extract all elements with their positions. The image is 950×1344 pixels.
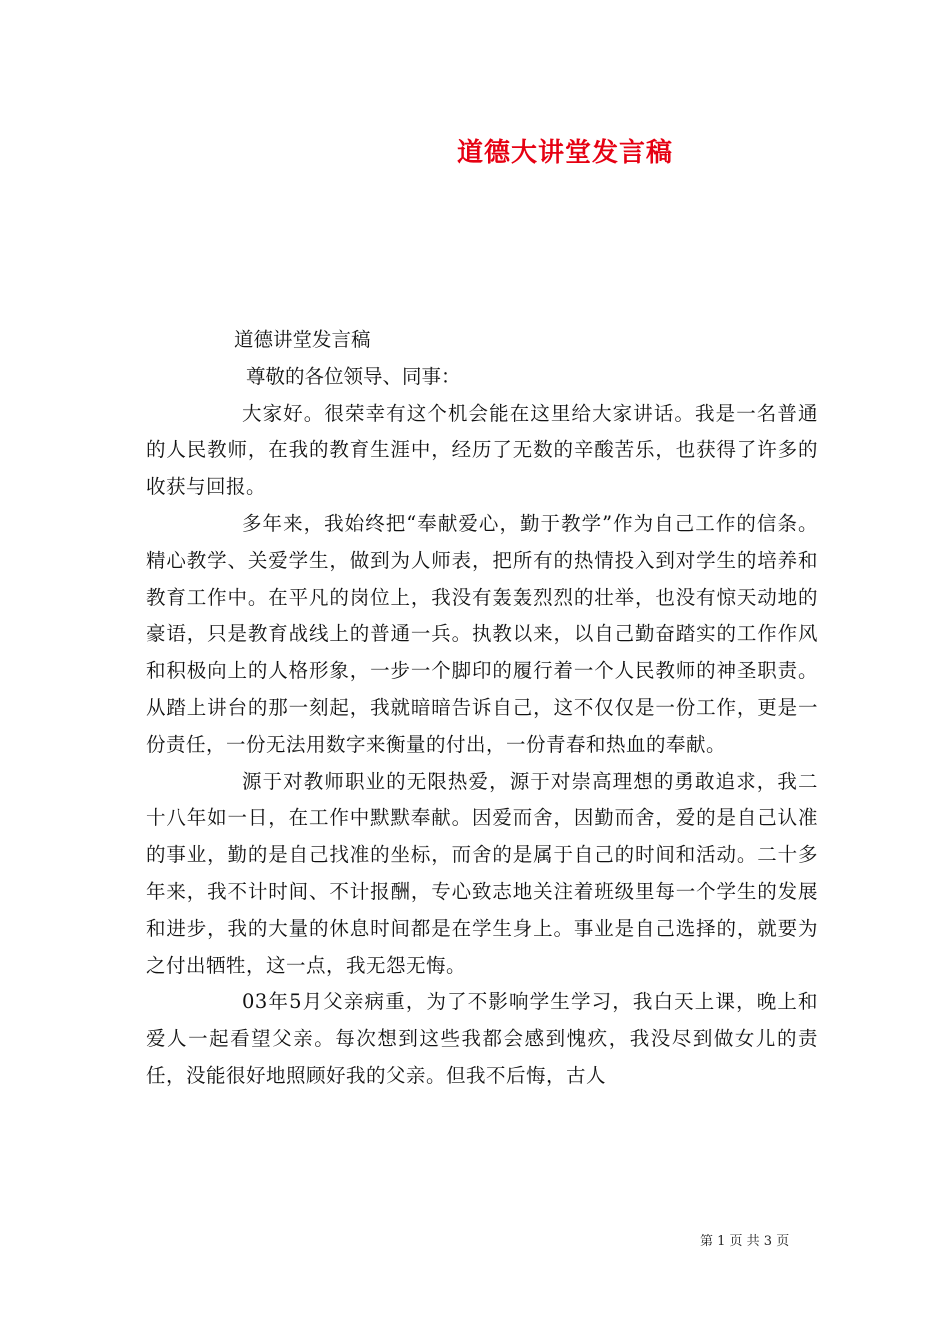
page-footer: 第 1 页 共 3 页 [700,1234,790,1249]
document-body [146,322,818,1095]
salutation: 尊敬的各位领导、同事： [246,364,461,388]
paragraph-2: 多年来，我始终把“奉献爱心，勤于教学”作为自己工作的信条。精心教学、关爱学生，做到为人师表，把所有的热情投入到对学生的培养和教育工作中。在平凡的岗位上，我没有轰轰烈烈的壮举，也没有惊天动地的豪语，只是教育战线上的普通一兵。执教以来，以自己勤奋踏实的工作作风和积极向上的人格形象，一步一个脚印的履行着一个人民教师的神圣职责。从踏上讲台的那一刻起，我就暗暗告诉自己，这不仅仅是一份工作，更是一份责任，一份无法用数字来衡量的付出，一份青春和热血的奉献。 [146,511,818,756]
document-title: 道德大讲堂发言稿 [456,138,673,168]
document-subtitle: 道德讲堂发言稿 [234,328,371,351]
paragraph-3: 源于对教师职业的无限热爱，源于对崇高理想的勇敢追求，我二十八年如一日，在工作中默默奉献。因爱而舍，因勤而舍，爱的是自己认准的事业，勤的是自己找准的坐标，而舍的是属于自己的时间和活动。二十多年来，我不计时间、不计报酬，专心致志地关注着班级里每一个学生的发展和进步，我的大量的休息时间都是在学生身上。事业是自己选择的，就要为之付出牺牲，这一点，我无怨无悔。 [146,769,818,977]
paragraph-4: 03年5月父亲病重，为了不影响学生学习，我白天上课，晚上和爱人一起看望父亲。每次想到这些我都会感到愧疚，我没尽到做女儿的责任，没能很好地照顾好我的父亲。但我不后悔，古人 [146,990,818,1087]
paragraph-1: 大家好。很荣幸有这个机会能在这里给大家讲话。我是一名普通的人民教师，在我的教育生涯中，经历了无数的辛酸苦乐，也获得了许多的收获与回报。 [146,401,818,499]
